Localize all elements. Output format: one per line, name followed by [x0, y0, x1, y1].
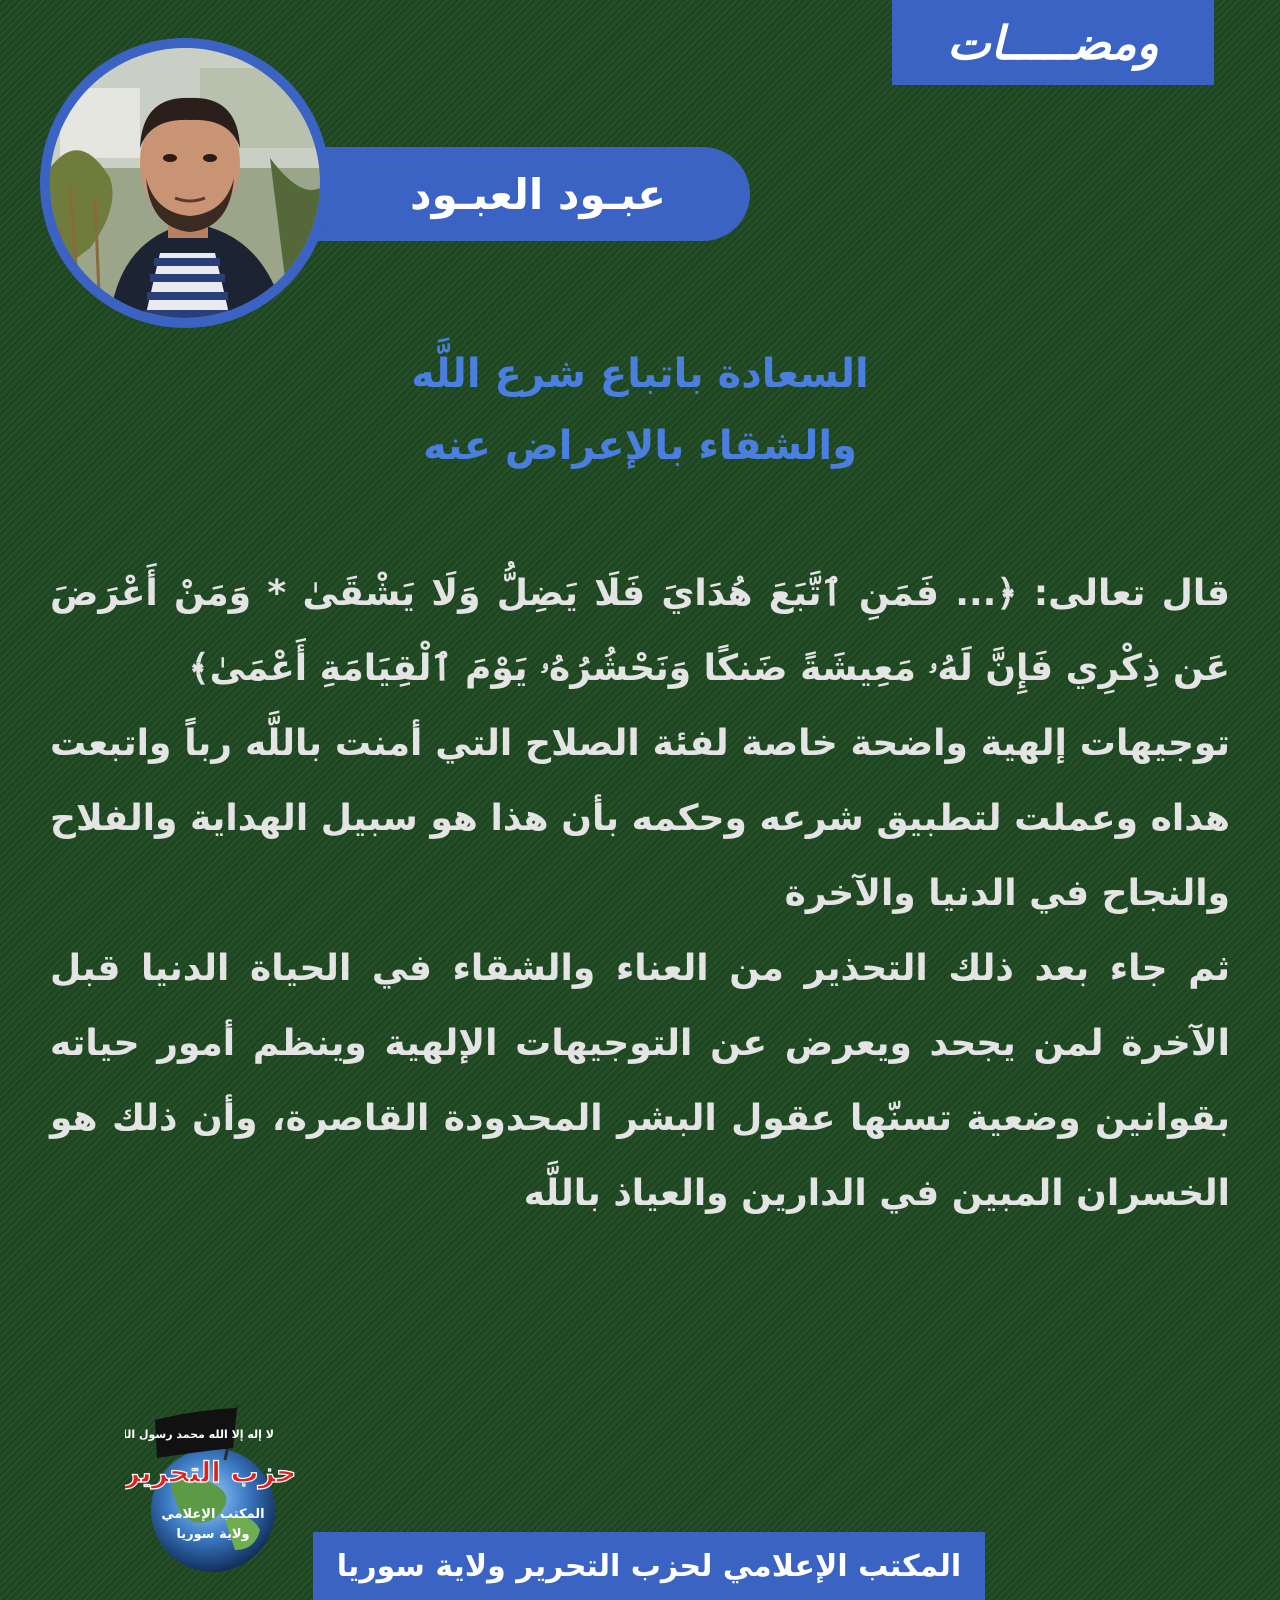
- avatar-photo: [50, 48, 320, 318]
- body-paragraph-1: توجيهات إلهية واضحة خاصة لفئة الصلاح التي أمنت باللَّه رباً واتبعت هداه وعملت لتطبيق شرعه وحكمه بأن هذا هو سبيل الهداية والفلاح والنجاح في الدنيا والآخرة: [50, 723, 1230, 914]
- headline-line-2: والشقاء بالإعراض عنه: [423, 423, 857, 469]
- svg-text:ولاية سوريا: ولاية سوريا: [176, 1527, 250, 1542]
- body-text: [50, 556, 1230, 1231]
- section-tag: ومضـــــات: [892, 0, 1214, 85]
- svg-text:لا إله إلا الله محمد رسول الله: لا إله إلا الله محمد رسول الله: [125, 1428, 274, 1441]
- headline-line-1: السعادة باتباع شرع اللَّه: [411, 351, 869, 397]
- footer-text: المكتب الإعلامي لحزب التحرير ولاية سوريا: [336, 1548, 962, 1584]
- author-name: عبـود العبـود: [410, 169, 666, 219]
- footer-bar: [313, 1532, 985, 1600]
- logo-graphic: [125, 1400, 295, 1580]
- body-paragraph-2: ثم جاء بعد ذلك التحذير من العناء والشقاء في الحياة الدنيا قبل الآخرة لمن يجحد ويعرض عن التوجيهات الإلهية وينظم أمور حياته بقوانين وضعية تسنّها عقول البشر المحدودة القاصرة، وأن ذلك هو الخسران المبين في الدارين والعياذ باللَّه: [50, 948, 1230, 1214]
- hizb-ut-tahrir-logo: [125, 1400, 295, 1580]
- svg-text:حزب التحرير: حزب التحرير: [125, 1456, 295, 1489]
- svg-text:المكتب الإعلامي: المكتب الإعلامي: [161, 1507, 265, 1522]
- quran-quote-paragraph: قال تعالى: ﴿... فَمَنِ ٱتَّبَعَ هُدَايَ فَلَا يَضِلُّ وَلَا يَشْقَىٰ * وَمَنْ أَعْرَضَ عَن ذِكْرِي فَإِنَّ لَهُۥ مَعِيشَةً ضَنكًا وَنَحْشُرُهُۥ يَوْمَ ٱلْقِيَامَةِ أَعْمَىٰ﴾: [50, 573, 1230, 689]
- headline: [0, 338, 1280, 482]
- author-avatar: [40, 38, 330, 328]
